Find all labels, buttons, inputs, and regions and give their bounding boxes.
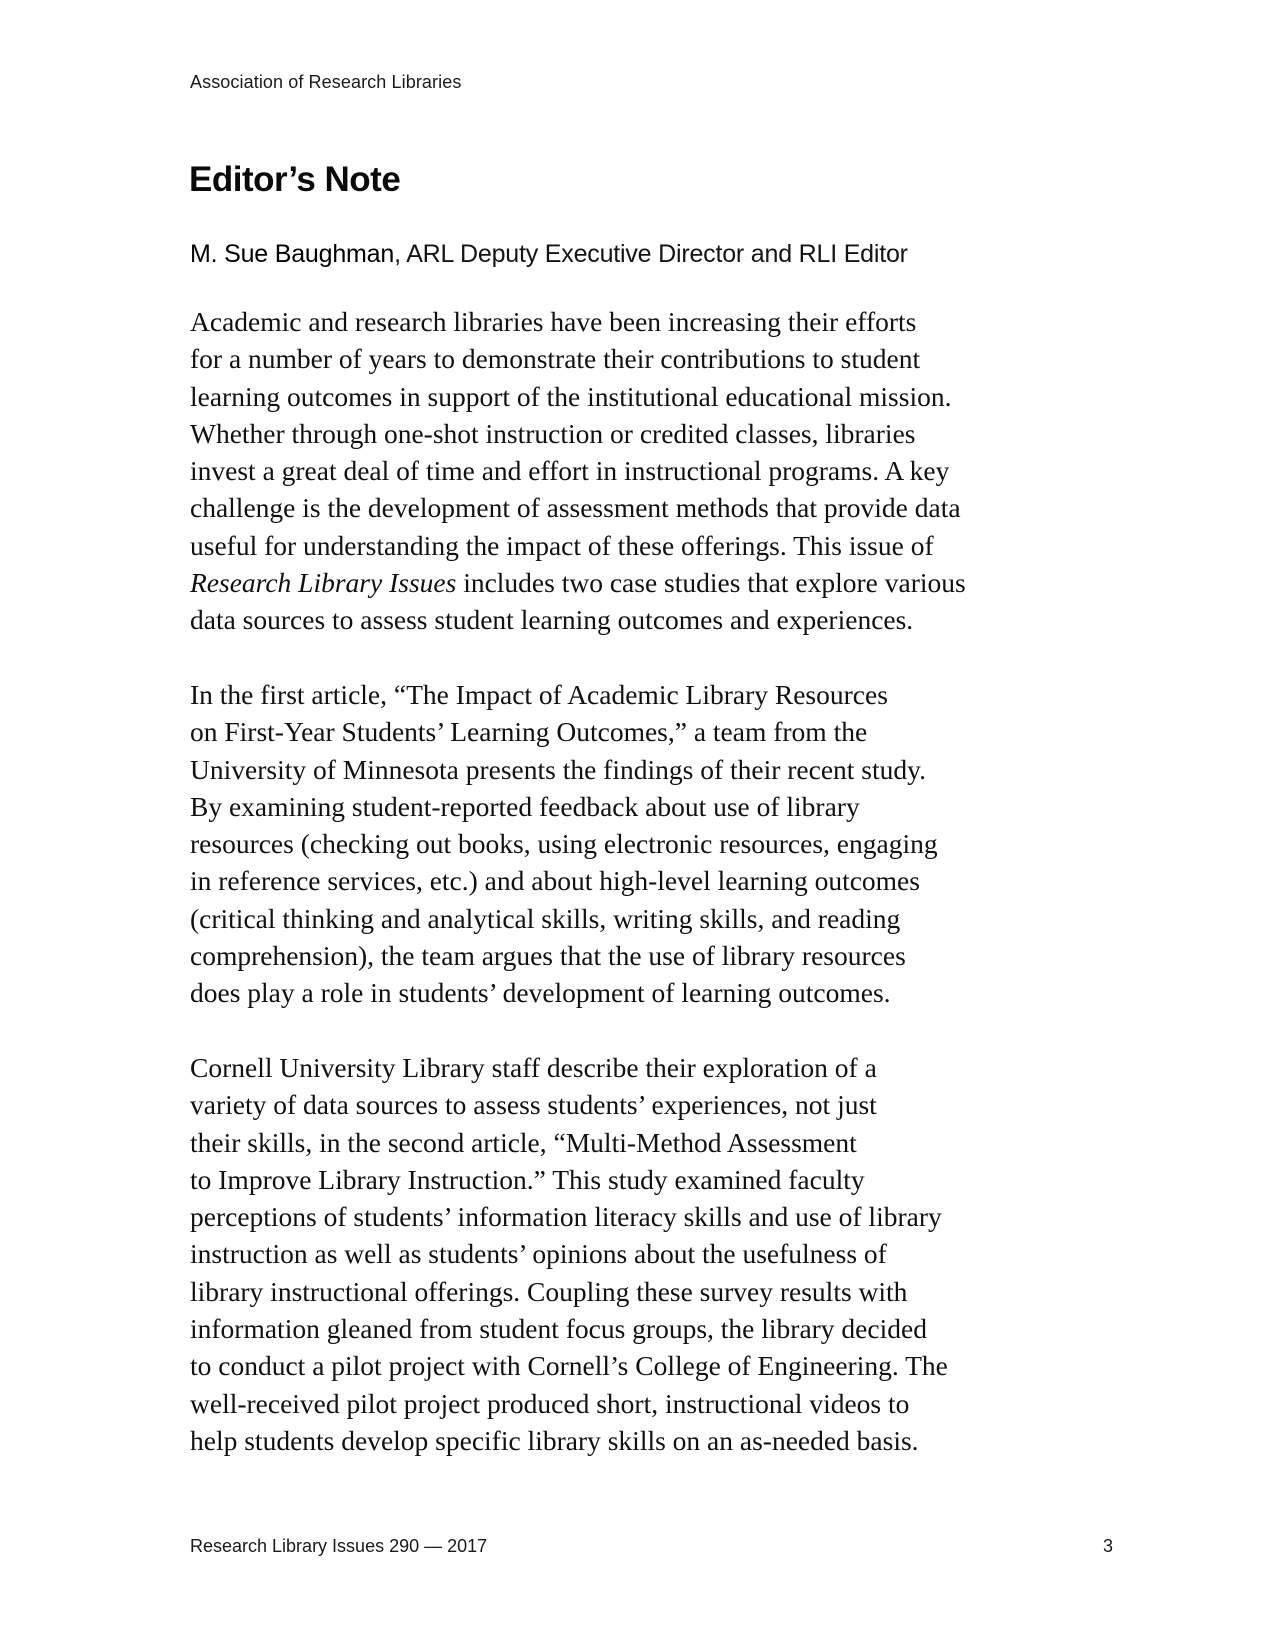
text-line: By examining student-reported feedback about use of library — [190, 790, 860, 822]
article-body — [190, 303, 1090, 1497]
text-line: on First-Year Students’ Learning Outcomes,” a team from the — [190, 716, 868, 748]
text-line: library instructional offerings. Coupling these survey results with — [190, 1275, 908, 1307]
text-line: perceptions of students’ information literacy skills and use of library — [190, 1201, 942, 1233]
text-line: learning outcomes in support of the institutional educational mission. — [190, 380, 952, 412]
footer-publication: Research Library Issues 290 — 2017 — [190, 1536, 488, 1556]
paragraph-3 — [190, 1049, 1090, 1459]
byline — [190, 240, 908, 269]
text-line: Cornell University Library staff describe their exploration of a — [190, 1051, 877, 1083]
text-fragment: includes two case studies that explore various — [456, 567, 966, 599]
author-role: , ARL Deputy Executive Director and RLI Editor — [394, 240, 908, 268]
running-header: Association of Research Libraries — [190, 72, 462, 92]
text-line: resources (checking out books, using electronic resources, engaging — [190, 828, 938, 860]
text-line: help students develop specific library skills on an as-needed basis. — [190, 1424, 919, 1456]
text-line: comprehension), the team argues that the use of library resources — [190, 940, 906, 972]
text-line: (critical thinking and analytical skills, writing skills, and reading — [190, 902, 901, 934]
text-line: does play a role in students’ development of learning outcomes. — [190, 977, 891, 1009]
text-line: useful for understanding the impact of these offerings. This issue of — [190, 529, 934, 561]
text-line: University of Minnesota presents the findings of their recent study. — [190, 753, 926, 785]
paragraph-1 — [190, 303, 1090, 639]
text-line: their skills, in the second article, “Multi-Method Assessment — [190, 1126, 857, 1158]
text-line: information gleaned from student focus groups, the library decided — [190, 1313, 927, 1345]
text-line: to Improve Library Instruction.” This study examined faculty — [190, 1163, 865, 1195]
page-title: Editor’s Note — [189, 160, 401, 199]
paragraph-2 — [190, 676, 1090, 1012]
text-line: to conduct a pilot project with Cornell’s College of Engineering. The — [190, 1350, 948, 1382]
text-line: Whether through one-shot instruction or credited classes, libraries — [190, 417, 916, 449]
text-line: for a number of years to demonstrate their contributions to student — [190, 343, 921, 375]
journal-title: Research Library Issues — [190, 567, 457, 599]
text-line: challenge is the development of assessment methods that provide data — [190, 492, 961, 524]
text-line: in reference services, etc.) and about high-level learning outcomes — [190, 865, 920, 897]
text-line — [190, 564, 1090, 601]
text-line: well-received pilot project produced short, instructional videos to — [190, 1387, 910, 1419]
text-line: invest a great deal of time and effort in instructional programs. A key — [190, 455, 950, 487]
text-line: Academic and research libraries have been increasing their efforts — [190, 306, 917, 337]
page-number: 3 — [1103, 1536, 1114, 1556]
text-line: variety of data sources to assess students’ experiences, not just — [190, 1089, 877, 1121]
text-line: instruction as well as students’ opinions about the usefulness of — [190, 1238, 887, 1270]
text-line: In the first article, “The Impact of Academic Library Resources — [190, 678, 888, 710]
author-name: M. Sue Baughman — [190, 240, 395, 268]
text-line: data sources to assess student learning outcomes and experiences. — [190, 604, 914, 636]
